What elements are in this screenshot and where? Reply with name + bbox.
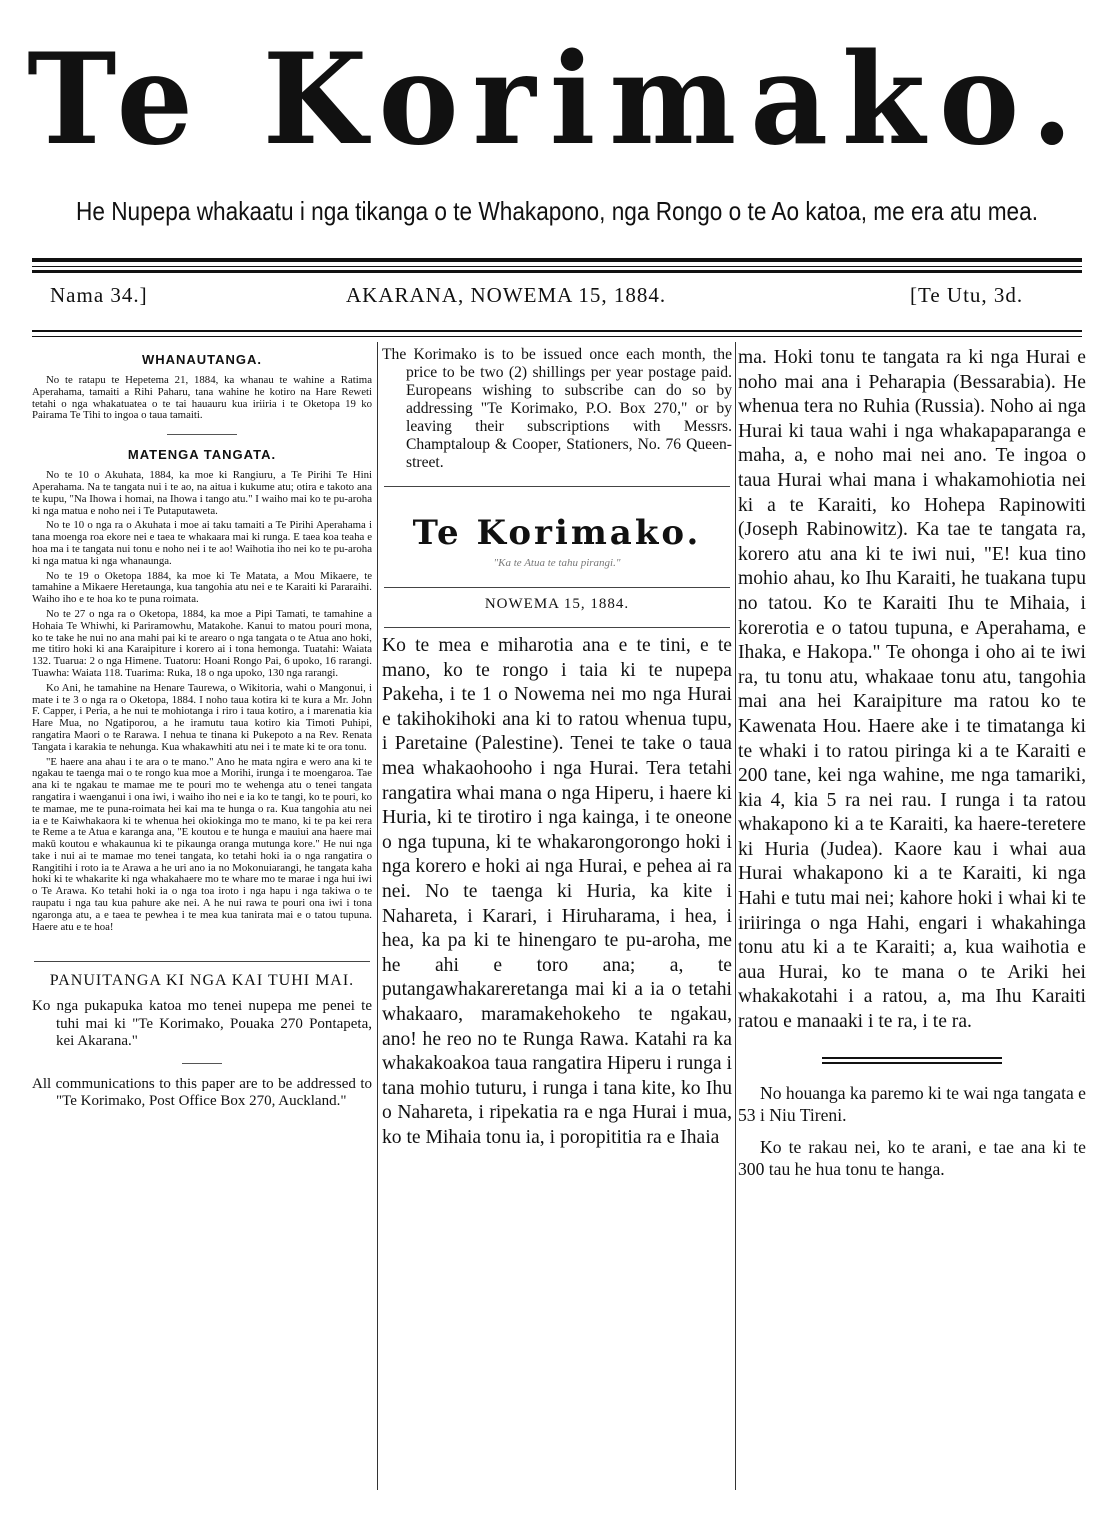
matenga-paragraph: "E haere ana ahau i te ara o te mano." Ano he mata ngira e wero ana ki te ngakau te taenga mai o te rongo kua moe a Morihi, irunga i te moengaroa. Tae ana ki te ngakau te mamae me te pouri mo te wehenga atu o tenei tangata rangatira i waenganui i ona iwi, i waiho iho nei e ia ko te tangi, ko te pouri, ko te mamae, me te puna-roimata hei kai ma te hunga o ra. Kua tangohia atu nei ia e te Kaiwhakaora ki te whenua hei okiokinga mo te mano, ki te pa kei rera te Reme a te Atua e karanga ana, "E koutou e te hunga e mauiui ana haere mai makū koutou e whakaunua ki te pikaunga oranga mutunga kore." He nui nga take i nui ai te mamae mo tenei tangata, ko tetahi hoki ia o nga rangatira o Rangitihi i roto ia te Arawa a he uri ano ia no Mokonuiarangi, he tangata kaha hoki ki te whakarite ki nga whakahaere mo te whare mo te marae i nga hui iwi o Te Arawa. Ko tetahi hoki ia o nga toa iroto i nga hapu i nga takiwa o te raupatu i nga tau kua pahure ake nei. A he nui rawa te pouri ona iwi i tona ngaronga atu, a e taea te pewhea i te mea kua tanirata mai e o tatou tupuna. Haere atu e te hoa! <box>32 755 372 933</box>
dateline-rule-bottom <box>384 627 730 628</box>
news-note-1: No houanga ka paremo ki te wai nga tangata e 53 i Niu Tireni. <box>738 1082 1086 1125</box>
editorial-date: NOWEMA 15, 1884. <box>484 596 630 612</box>
matenga-paragraph: No te 19 o Oketopa 1884, ka moe ki Te Matata, a Mou Mikaere, te tamahine a Mikaere Heretaunga, kua tangohia atu nei e te Karaiti ki Pararaihi. Waiho iho e te hoa ko te puna roimata. <box>32 569 372 606</box>
top-rule-thin <box>32 266 1082 267</box>
news-note-2: Ko te rakau nei, ko te arani, e tae ana ki te 300 tau he hua tonu te hanga. <box>738 1136 1086 1179</box>
editorial-motto: "Ka te Atua te tahu pirangi." <box>493 557 621 569</box>
subscription-notice: The Korimako is to be issued once each month, the price to be two (2) shillings per year postage paid. Europeans wishing to subscribe can do so by addressing "Te Korimako, P.O. Box 270," or by leaving their subscriptions with Messrs. Champtaloup & Cooper, Stationers, No. 76 Queen-street. <box>382 346 732 471</box>
masthead-title: Te Korimako. <box>27 25 1087 174</box>
dateline-rule <box>384 587 730 588</box>
column-divider-2 <box>735 342 736 1490</box>
panui-english: All communications to this paper are to be addressed to "Te Korimako, Post Office Box 270, Auckland." <box>32 1075 372 1110</box>
notice-rule <box>384 486 730 487</box>
header-bottom-rule-thin <box>32 336 1082 337</box>
column-right <box>738 346 1086 1496</box>
editorial-article: Ko te mea e miharotia ana e te tini, e te mano, ko te rongo i taia ki te nupepa Pakeha, i te 1 o Nowema nei mo nga Hurai e takihokihoki ana ki to ratou whenua tupu, i Paretaine (Palestine). Tenei te take o taua mea whakaohooho i nga Hurai. Tera tetahi rangatira whai mana o nga Hiperu, i haere ki Huria, ki te tirotiro i nga kainga, i te oneone o nga tupuna, ki te whakarongorongo hoki i nga korero e hoki ai nga Hurai, e pehea ai ra nei. No te taenga ki Huria, ka kite i Nahareta, i Karari, i Hiruharama, i hea, i hea, ka pa ki te hinengaro te pu-aroha, me he ahi e toro ana; a, te putangawhakareretanga mai ki a ia o tetahi whakaaro, maramakehokeho te ngakau, ano! he reo no te Runga Rawa. Katahi ra ka whakakoakoa taua rangatira Hiperu i runga i tana mohio tuturu, i runga i tana kite, ko Ihu o Nahareta, i ripekatia ra e nga Hurai i mua, ko te Mihaia tonu ia, i poropititia ra e Ihaia <box>382 635 732 1148</box>
column-divider-1 <box>377 342 378 1490</box>
issue-price: [Te Utu, 3d. <box>910 283 1024 307</box>
issue-place-date: AKARANA, NOWEMA 15, 1884. <box>346 283 667 307</box>
editorial-title: Te Korimako. <box>412 513 702 553</box>
panui-divider <box>182 1063 222 1064</box>
double-rule <box>822 1057 1002 1064</box>
matenga-paragraph: No te 10 o nga ra o Akuhata i moe ai taku tamaiti a Te Pirihi Aperahama i tana moenga roa ekore nei e taea te whakaara mai ki runga. E taea koa teaha e hoa ma i te tangata nui tonu e noho nei i te ao! Waihotia iho nei ko te pu-aroha ki nga matua ki nga whanaunga. <box>32 519 372 567</box>
matenga-heading: MATENGA TANGATA. <box>127 447 277 463</box>
article-continued: ma. Hoki tonu te tangata ra ki nga Hurai e noho mai ana i Peharapia (Bessarabia). He whenua tera no Ruhia (Russia). Noho ai nga Hurai ki taua wahi i nga whakapaparanga e maha, a, e noho mai nei ano. Te ingoa o taua Hurai whai mana i whakamohiotia nei ki a te Karaiti, ko Hohepa Rapinowiti (Joseph Rabinowitz). Ka tae te tangata ra, korero atu ana ki te iwi nui, "E! kua tino mohio ahau, ko Ihu Karaiti, he tuakana tupu no tatou. Ko te Karaiti Ihu te Mihaia, i korerotia e o tatou tupuna, e Aperahama, e Ihaka, e Hakopa." Te ohonga i oho ai te iwi ra, tu tonu atu, whakaae tonu atu, tangohia mai ana hei Karaipiture ma ratou ko te Kawenata Hou. Haere ake i te timatanga ki te whaki i to ratou piringa ki a te Karaiti e 200 tane, kei nga wahine, me nga tamariki, kia 4, kia 5 ra nei rau. I runga i ta ratou whakapono ki a te Karaiti, ka haere-teretere ki Huria (Judea). Kaore kau i whai aua Hurai whakapono ki a te Karaiti, ki nga Hahi e tutu mai nei; kahore hoki i whai ki te iriiringa o nga Hahi, engari i whakahinga tonu atu ki a te Karaiti; a, kua waihotia e aua Hurai, ko te mana o te Ariki hei whakakotahi i a ratou, a, ma Ihu Karaiti ratou e manaaki i te ra, i te ra. <box>738 347 1086 1033</box>
matenga-paragraph: No te 27 o nga ra o Oketopa, 1884, ka moe a Pipi Tamati, te tamahine a Hohaia Te Whiwhi, ki Pariramowhu, Matakohe. Kanui to matou pouri mona, ko te take he nui no ana mahi pai ki te arearo o nga tangata o te Atua ano hoki, me titiro hoki ki ana Karaipiture i korero ai i tona hemonga. Tuatahi: Waiata 132. Tuarua: 2 o nga Himene. Tuatoru: Hoani Rongo Pai, 6 upoko, 16 rarangi. Tuawha: Waiata 118. Tuarima: Ruka, 18 o nga upoko, 130 nga rarangi. <box>32 607 372 679</box>
top-rule-thick <box>32 258 1082 262</box>
panui-maori: Ko nga pukapuka katoa mo tenei nupepa me penei te tuhi mai ki "Te Korimako, Pouaka 270 Pontapeta, kei Akarana." <box>32 998 372 1050</box>
top-rule-thick-2 <box>32 270 1082 273</box>
matenga-paragraph: Ko Ani, he tamahine na Henare Taurewa, o Wikitoria, wahi o Mangonui, i mate i te 3 o nga ra o Oketopa, 1884. I noho taua kotira ki te kura a Mr. John F. Capper, i Peria, a he nui te mohiotanga i riro i taua kotiro, a i marenatia kia Hare Mua, no Ngatiporou, a he iramutu taua kotiro kia Timoti Puhipi, rangatira Maori o te Rarawa. I nehua te tinana ki Pukepoto a na Rev. Renata Tangata i karakia te nehunga. Kua whakawhiti atu nei i te mate ki te ora tonu. <box>32 681 372 753</box>
issue-bar <box>50 283 1060 317</box>
matenga-paragraph: No te 10 o Akuhata, 1884, ka moe ki Rangiuru, a Te Pirihi Te Hini Aperahama. Na te tangata nui i te ao, na aitua i kukume atu; otira e takoto ana te kupu, "Na Ihowa i homai, na Ihowa i tango atu." I waiho mai ko te pu-aroha ki nga matua e noho nei i Te Putaputaweta. <box>32 469 372 517</box>
masthead-subtitle: He Nupepa whakaatu i nga tikanga o te Whakapono, nga Rongo o te Ao katoa, me era atu mea. <box>75 196 1039 226</box>
whanautanga-heading: WHANAUTANGA. <box>141 352 263 367</box>
header-bottom-rule <box>32 330 1082 332</box>
panui-rule <box>34 961 370 962</box>
section-divider <box>167 434 237 435</box>
whanautanga-text: No te ratapu te Hepetema 21, 1884, ka whanau te wahine a Ratima Aperahama, tamaiti a Rihi Paharu, tana wahine he kotiro na Hare Reweti tetahi o nga whakatuatea o te tai hauauru kua iriiria i te Oketopa 19 ko Pairama Te Tihi to ingoa o taua tamaiti. <box>32 374 372 422</box>
panui-heading: PANUITANGA KI NGA KAI TUHI MAI. <box>49 972 355 990</box>
issue-number: Nama 34.] <box>50 283 148 307</box>
column-left <box>32 346 372 1496</box>
column-middle <box>382 346 732 1496</box>
